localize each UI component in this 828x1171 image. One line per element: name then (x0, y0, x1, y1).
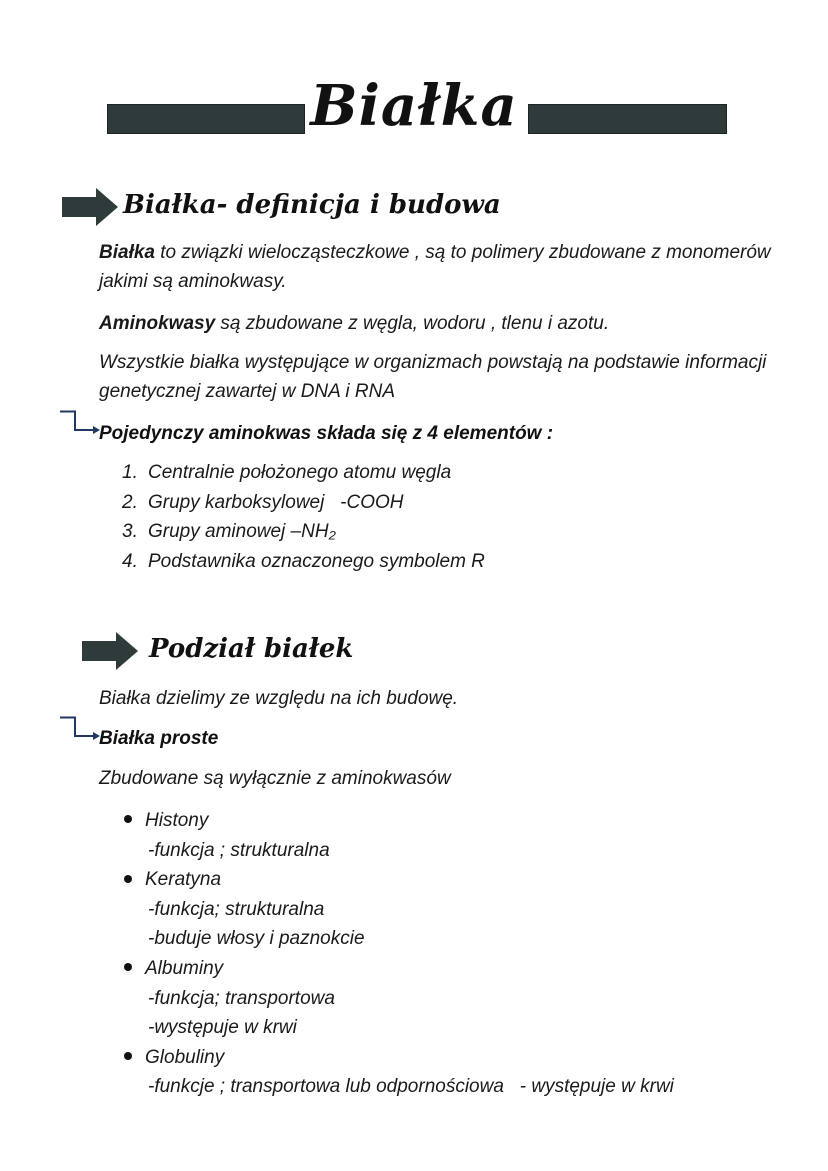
title-bar-right (528, 104, 727, 134)
bullet-icon (124, 875, 132, 883)
bullet-icon (124, 815, 132, 823)
term-bialka: Białka (99, 242, 155, 263)
list-item (122, 1043, 674, 1073)
list-item (122, 806, 674, 836)
list-item (122, 458, 485, 488)
list-text: Grupy karboksylowej -COOH (148, 491, 404, 513)
protein-detail: -funkcje ; transportowa lub odpornościowa - występuje w krwi (148, 1076, 674, 1098)
list-number: 1. (122, 462, 138, 483)
list-number: 2. (122, 491, 138, 513)
list-item (122, 488, 485, 518)
list-number: 3. (122, 521, 138, 542)
title-bar-left (107, 104, 305, 134)
subheading-amino-elements: Pojedynczy aminokwas składa się z 4 elementów : (99, 423, 554, 444)
term-aminokwasy: Aminokwasy (99, 313, 216, 334)
list-item (122, 517, 485, 547)
paragraph-text: Wszystkie białka występujące w organizmach powstają na podstawie informacji genetycznej zawartej w DNA i RNA (99, 352, 767, 402)
list-item (122, 865, 674, 895)
list-text: Podstawnika oznaczonego symbolem R (148, 550, 485, 572)
protein-name: Albuminy (145, 957, 224, 979)
bullet-icon (124, 963, 132, 971)
protein-bullets-list (122, 806, 674, 1102)
protein-name: Histony (145, 810, 209, 831)
protein-detail: -funkcja ; strukturalna (148, 839, 330, 861)
list-item (122, 954, 674, 984)
paragraph-text: Zbudowane są wyłącznie z aminokwasów (99, 768, 451, 789)
protein-detail: -funkcja; strukturalna (148, 898, 325, 920)
protein-detail: -występuje w krwi (148, 1017, 297, 1039)
paragraph-text: to związki wielocząsteczkowe , są to polimery zbudowane z monomerów jakimi są aminokwasy. (99, 242, 771, 292)
elbow-arrow-icon (60, 410, 100, 436)
list-text: Centralnie położonego atomu węgla (148, 462, 452, 483)
amino-elements-list (122, 458, 485, 576)
arrow-right-icon (62, 188, 118, 226)
paragraph-text: są zbudowane z węgla, wodoru , tlenu i azotu. (215, 313, 610, 334)
arrow-right-icon (82, 632, 138, 670)
paragraph-text: Białka dzielimy ze względu na ich budowę. (99, 688, 459, 709)
subheading-simple-proteins: Białka proste (99, 728, 219, 749)
paragraph-simple-desc (99, 764, 779, 793)
list-number: 4. (122, 550, 138, 572)
elbow-arrow-icon (60, 716, 100, 742)
bullet-icon (124, 1052, 132, 1060)
section-heading-definition: Białka- definicja i budowa (123, 190, 501, 220)
list-item (122, 547, 485, 577)
protein-name: Keratyna (145, 869, 222, 891)
paragraph-aminokwasy (99, 309, 779, 338)
section-heading-classification: Podział białek (149, 634, 354, 664)
protein-detail: -funkcja; transportowa (148, 987, 335, 1009)
paragraph-genetic-info (99, 348, 779, 406)
page-title: Białka (310, 73, 518, 139)
protein-detail: -buduje włosy i paznokcie (148, 928, 365, 950)
list-text: Grupy aminowej –NH₂ (148, 521, 336, 542)
paragraph-intro (99, 684, 779, 713)
paragraph-bialka (99, 238, 779, 296)
protein-name: Globuliny (145, 1046, 225, 1068)
